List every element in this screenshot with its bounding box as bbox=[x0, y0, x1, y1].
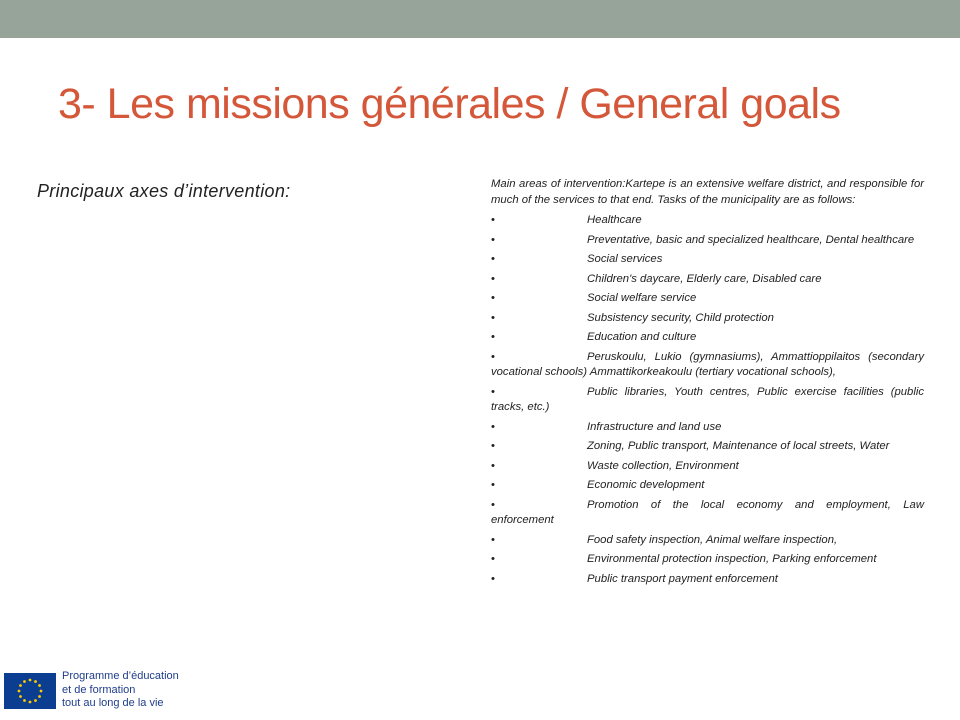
goal-item-text: Education and culture bbox=[587, 331, 697, 343]
eu-star-icon bbox=[29, 701, 32, 704]
goal-item bbox=[491, 439, 924, 455]
eu-star-icon bbox=[38, 695, 41, 698]
goal-item bbox=[491, 533, 924, 549]
bullet-icon: • bbox=[491, 459, 495, 472]
eu-star-icon bbox=[29, 679, 32, 682]
goal-item-text: Economic development bbox=[587, 479, 705, 491]
goal-item-text: Food safety inspection, Animal welfare inspection, bbox=[587, 533, 838, 546]
bullet-icon: • bbox=[491, 440, 495, 452]
programme-logo bbox=[4, 668, 204, 714]
slide-title: 3- Les missions générales / General goals bbox=[58, 80, 841, 128]
left-heading: Principaux axes d’intervention: bbox=[37, 181, 291, 201]
goal-item bbox=[491, 252, 924, 268]
logo-text bbox=[62, 670, 179, 711]
goal-item bbox=[491, 350, 924, 381]
goal-item bbox=[491, 291, 924, 307]
goal-item bbox=[491, 478, 924, 494]
goal-item-text: Social services bbox=[587, 253, 663, 265]
eu-star-icon bbox=[38, 684, 41, 687]
eu-star-icon bbox=[18, 690, 21, 693]
goal-item bbox=[491, 330, 924, 346]
logo-line: tout au long de la vie bbox=[62, 697, 164, 709]
eu-star-icon bbox=[19, 695, 22, 698]
eu-star-icon bbox=[40, 690, 43, 693]
goal-item bbox=[491, 572, 924, 588]
goal-item bbox=[491, 498, 924, 529]
bullet-icon: • bbox=[491, 572, 495, 585]
bullet-icon: • bbox=[491, 420, 495, 433]
goal-item-text: Promotion of the local economy and employment, Law enforcement bbox=[491, 498, 924, 526]
eu-star-icon bbox=[23, 699, 26, 702]
goal-item-text: Environmental protection inspection, Parking enforcement bbox=[587, 553, 877, 565]
goal-item-text: Public transport payment enforcement bbox=[587, 572, 778, 585]
goal-item-text: Public libraries, Youth centres, Public exercise facilities (public tracks, etc.) bbox=[491, 385, 924, 413]
logo-line: et de formation bbox=[62, 683, 136, 696]
eu-flag-icon bbox=[4, 673, 56, 709]
bullet-icon: • bbox=[491, 331, 495, 343]
eu-star-icon bbox=[34, 699, 37, 702]
top-band bbox=[0, 0, 960, 38]
goal-item-text: Social welfare service bbox=[587, 292, 697, 304]
goals-content bbox=[491, 177, 924, 591]
goal-item-text: Subsistency security, Child protection bbox=[587, 311, 774, 324]
goal-item-text: Healthcare bbox=[587, 214, 642, 226]
goal-item-text: Waste collection, Environment bbox=[587, 459, 739, 472]
bullet-icon: • bbox=[491, 253, 495, 265]
goal-item bbox=[491, 552, 924, 568]
goal-item bbox=[491, 385, 924, 416]
intro-paragraph: Main areas of intervention:Kartepe is an extensive welfare district, and responsible for much of the services to that end. Tasks of the municipality are as follows: bbox=[491, 178, 924, 206]
bullet-icon: • bbox=[491, 214, 495, 226]
bullet-icon: • bbox=[491, 553, 495, 565]
goal-item bbox=[491, 272, 924, 288]
eu-star-icon bbox=[23, 680, 26, 683]
bullet-icon: • bbox=[491, 479, 495, 491]
eu-star-icon bbox=[19, 684, 22, 687]
eu-star-icon bbox=[34, 680, 37, 683]
bullet-icon: • bbox=[491, 292, 495, 304]
bullet-icon: • bbox=[491, 498, 495, 511]
goal-item-text: Infrastructure and land use bbox=[587, 420, 722, 433]
logo-line: Programme d’éducation bbox=[62, 670, 179, 682]
bullet-icon: • bbox=[491, 272, 495, 285]
goal-item-text: Zoning, Public transport, Maintenance of local streets, Water bbox=[587, 440, 890, 452]
bullet-icon: • bbox=[491, 311, 495, 324]
goals-list bbox=[491, 213, 924, 587]
bullet-icon: • bbox=[491, 350, 495, 363]
goal-item bbox=[491, 233, 924, 249]
goal-item-text: Children's daycare, Elderly care, Disabled care bbox=[587, 272, 822, 285]
goal-item-text: Peruskoulu, Lukio (gymnasiums), Ammattioppilaitos (secondary vocational schools) Ammattikorkeakoulu (tertiary vocational schools), bbox=[491, 350, 924, 378]
bullet-icon: • bbox=[491, 233, 495, 246]
goal-item bbox=[491, 459, 924, 475]
goal-item bbox=[491, 213, 924, 229]
bullet-icon: • bbox=[491, 385, 495, 398]
goal-item-text: Preventative, basic and specialized healthcare, Dental healthcare bbox=[587, 233, 915, 246]
goal-item bbox=[491, 420, 924, 436]
goal-item bbox=[491, 311, 924, 327]
bullet-icon: • bbox=[491, 533, 495, 546]
